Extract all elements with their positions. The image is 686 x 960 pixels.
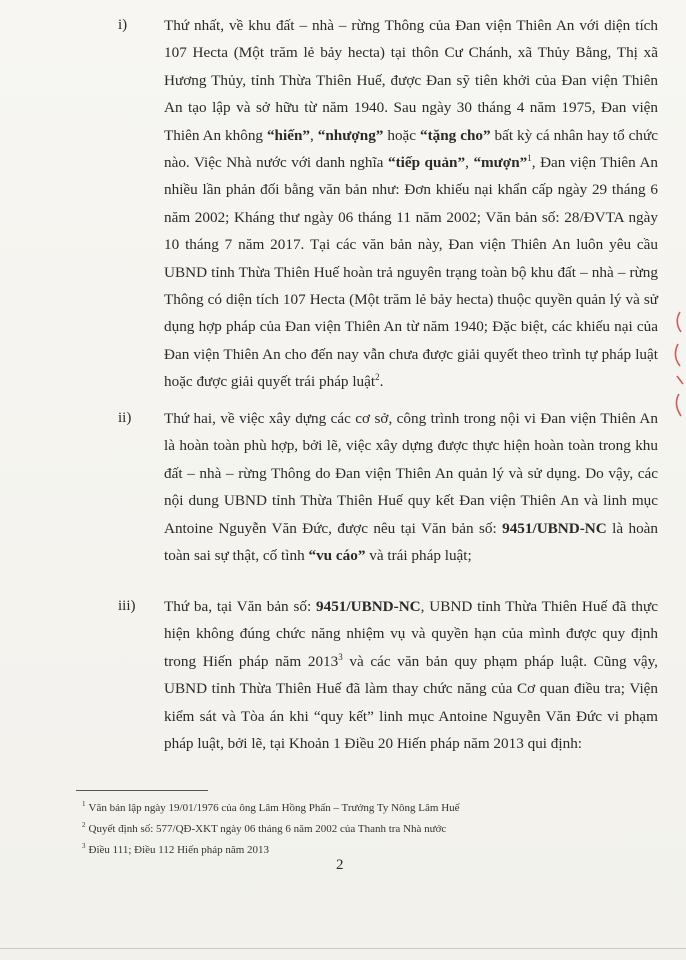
footnote: $^1$ Văn bản lập ngày 19/01/1976 của ông Lâm Hồng Phấn – Trưởng Ty Nông Lâm Huế	[82, 800, 460, 814]
footnotes	[82, 798, 642, 861]
item-number: ii)	[118, 410, 132, 426]
item-paragraph: Thứ hai, về việc xây dựng các cơ sở, công trình trong nội vi Đan viện Thiên An là hoàn toàn phù hợp, bởi lẽ, việc xây dựng được thực hiện hoàn toàn trong khu đất – nhà – rừng Thông do Đan viện Thiên An quản lý và sử dụng. Do vậy, các nội dung UBND tỉnh Thừa Thiên Huế quy kết Đan viện Thiên An và linh mục Antoine Nguyễn Văn Đức, được nêu tại Văn bản số: 9451/UBND-NC là hoàn toàn sai sự thật, cố tình “vu cáo” và trái pháp luật;	[164, 410, 659, 565]
page-edge	[0, 948, 686, 949]
stamp-mark	[668, 310, 686, 420]
item-paragraph: Thứ nhất, về khu đất – nhà – rừng Thông của Đan viện Thiên An với diện tích 107 Hecta (Một trăm lẻ bảy hecta) tại thôn Cư Chánh, xã Thủy Bằng, Thị xã Hương Thủy, tỉnh Thừa Thiên Huế, được Đan sỹ tiên khởi của Đan viện Thiên An tạo lập và sở hữu từ năm 1940. Sau ngày 30 tháng 4 năm 1975, Đan viện Thiên An không “hiến”, “nhượng” hoặc “tặng cho” bất kỳ cá nhân hay tổ chức nào. Việc Nhà nước với danh nghĩa “tiếp quản”, “mượn”$^1$, Đan viện Thiên An nhiều lần phản đối bằng văn bản như: Đơn khiếu nại khẩn cấp ngày 29 tháng 6 năm 2002; Kháng thư ngày 06 tháng 11 năm 2002; Văn bản số: 28/ĐVTA ngày 10 tháng 7 năm 2017. Tại các văn bản này, Đan viện Thiên An luôn yêu cầu UBND tỉnh Thừa Thiên Huế hoàn trả nguyên trạng toàn bộ khu đất – nhà – rừng Thông có diện tích 107 Hecta (Một trăm lẻ bảy hecta) thuộc quyền quản lý và sử dụng hợp pháp của Đan viện Thiên An từ năm 1940; Đặc biệt, các khiếu nại của Đan viện Thiên An cho đến nay vẫn chưa được giải quyết theo trình tự pháp luật hoặc được giải quyết trái pháp luật$^2$.	[164, 17, 659, 391]
footnote: $^3$ Điều 111; Điều 112 Hiến pháp năm 2013	[82, 842, 270, 856]
footnote-separator	[76, 790, 208, 791]
page-number: 2	[336, 857, 344, 873]
item-paragraph: Thứ ba, tại Văn bản số: 9451/UBND-NC, UBND tỉnh Thừa Thiên Huế đã thực hiện không đúng chức năng nhiệm vụ và quyền hạn của mình được quy định trong Hiến pháp năm 2013$^3$ và các văn bản quy phạm pháp luật. Cũng vậy, UBND tỉnh Thừa Thiên Huế đã làm thay chức năng của Cơ quan điều tra; Viện kiểm sát và Tòa án khi “quy kết” linh mục Antoine Nguyễn Văn Đức vi phạm pháp luật, bởi lẽ, tại Khoản 1 Điều 20 Hiến pháp năm 2013 qui định:	[164, 598, 658, 753]
list-item	[118, 12, 658, 402]
footnote: $^2$ Quyết định số: 577/QĐ-XKT ngày 06 tháng 6 năm 2002 của Thanh tra Nhà nước	[82, 821, 447, 835]
list-item	[118, 593, 658, 783]
item-number: iii)	[118, 598, 136, 614]
item-number: i)	[118, 17, 128, 33]
list-item	[118, 405, 658, 580]
